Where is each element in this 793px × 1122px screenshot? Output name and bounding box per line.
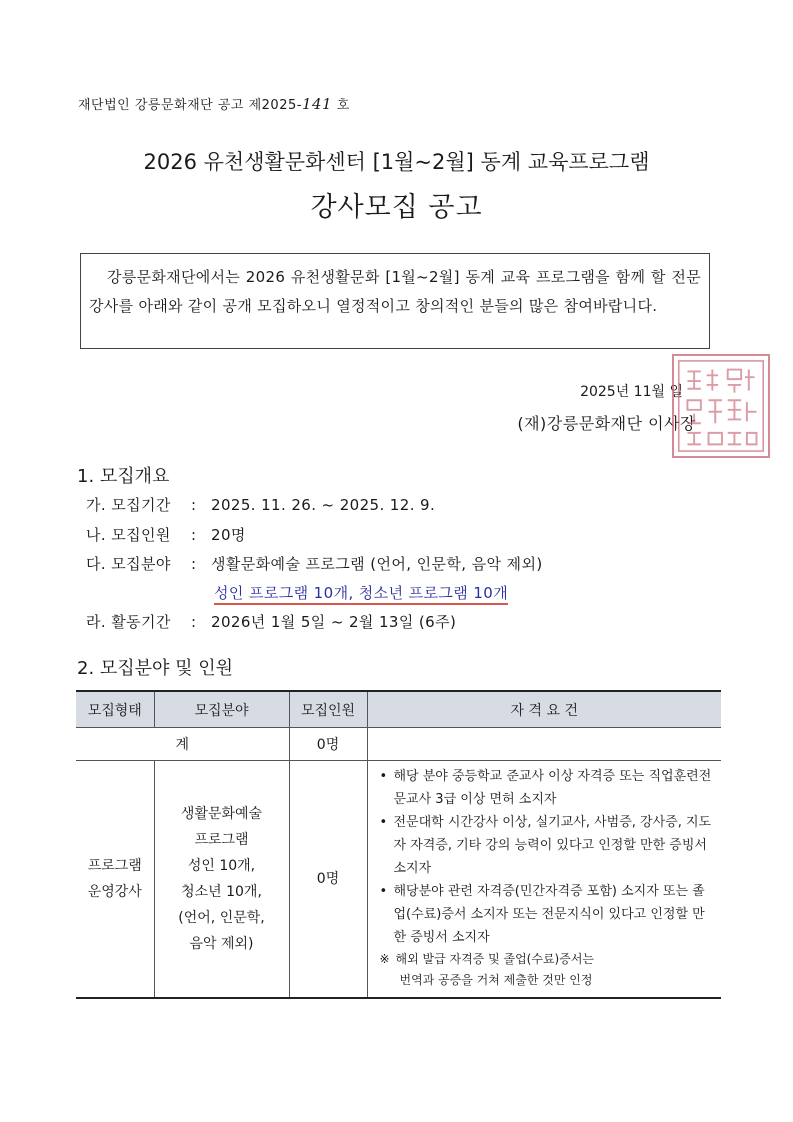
- qualification-note: [378, 949, 716, 970]
- table-row: [76, 761, 721, 999]
- overview-label: 다. 모집분야: [86, 555, 171, 573]
- row-count: 0명: [289, 761, 367, 999]
- notice-number-suffix: 호: [332, 98, 350, 113]
- overview-colon: :: [191, 613, 197, 631]
- reference-mark-icon: ※: [379, 952, 390, 966]
- overview-row-activity: [86, 611, 456, 632]
- official-seal: [672, 354, 770, 458]
- field-detail-highlight: 성인 프로그램 10개, 청소년 프로그램 10개: [214, 584, 508, 605]
- intro-text: 강릉문화재단에서는 2026 유천생활문화 [1월~2월] 동계 교육 프로그램을 함께 할 전문 강사를 아래와 같이 공개 모집하오니 열정적이고 창의적인 분들의 많은 참여바랍니다.: [89, 268, 701, 315]
- notice-number: [78, 94, 350, 113]
- intro-box: [80, 253, 710, 349]
- bullet-icon: •: [379, 815, 388, 830]
- qualifications-list: [378, 765, 716, 949]
- note-line2: 번역과 공증을 거쳐 제출한 것만 인정: [399, 973, 593, 987]
- table-header-row: [76, 691, 721, 728]
- seal-mark: [674, 356, 768, 456]
- recruitment-table: [76, 690, 721, 999]
- overview-colon: :: [191, 526, 197, 544]
- qualification-text: 해당 분야 중등학교 준교사 이상 자격증 또는 직업훈련전문교사 3급 이상 면허 소지자: [393, 769, 712, 807]
- overview-colon: :: [191, 555, 197, 573]
- overview-row-period: [86, 494, 435, 515]
- notice-number-handwritten: 141: [301, 95, 333, 113]
- document-title-line2: 강사모집 공고: [310, 192, 483, 223]
- bullet-icon: •: [379, 769, 388, 784]
- notice-number-prefix: 재단법인 강릉문화재단 공고 제2025-: [78, 98, 302, 113]
- qualification-text: 전문대학 시간강사 이상, 실기교사, 사범증, 강사증, 지도자 자격증, 기타 강의 능력이 있다고 인정할 만한 증빙서 소지자: [393, 815, 712, 876]
- overview-row-headcount: [86, 524, 246, 545]
- row-type: 프로그램 운영강사: [76, 761, 154, 999]
- row-qualifications: [367, 761, 721, 999]
- section2-heading: 2. 모집분야 및 인원: [77, 658, 234, 679]
- header-qualifications: 자 격 요 건: [367, 691, 721, 728]
- header-field: 모집분야: [154, 691, 289, 728]
- overview-label: 라. 활동기간: [86, 613, 171, 631]
- total-empty: [367, 728, 721, 761]
- row-field: 생활문화예술 프로그램 성인 10개, 청소년 10개, (언어, 인문학, 음악 제외): [154, 761, 289, 999]
- qualification-item: [378, 811, 716, 880]
- bullet-icon: •: [379, 884, 388, 899]
- note-line1: 해외 발급 자격증 및 졸업(수료)증서는: [395, 952, 595, 966]
- issuer-name: (재)강릉문화재단 이사장: [517, 414, 696, 433]
- overview-label: 나. 모집인원: [86, 526, 171, 544]
- total-label: 계: [76, 728, 289, 761]
- qualification-item: [378, 880, 716, 949]
- overview-value: 2026년 1월 5일 ~ 2월 13일 (6주): [211, 613, 457, 631]
- qualification-text: 해당분야 관련 자격증(민간자격증 포함) 소지자 또는 졸업(수료)증서 소지자 또는 전문지식이 있다고 인정할 만한 증빙서 소지자: [393, 884, 705, 945]
- total-count: 0명: [289, 728, 367, 761]
- qualification-item: [378, 765, 716, 811]
- overview-value: 20명: [211, 526, 246, 544]
- overview-label: 가. 모집기간: [86, 496, 171, 514]
- overview-colon: :: [191, 496, 197, 514]
- header-count: 모집인원: [289, 691, 367, 728]
- section1-heading: 1. 모집개요: [77, 466, 170, 487]
- overview-row-field: [86, 553, 543, 574]
- table-total-row: [76, 728, 721, 761]
- overview-value: 생활문화예술 프로그램 (언어, 인문학, 음악 제외): [211, 555, 543, 573]
- header-type: 모집형태: [76, 691, 154, 728]
- document-title-line1: 2026 유천생활문화센터 [1월~2월] 동계 교육프로그램: [143, 150, 650, 174]
- notice-date: 2025년 11월 일: [580, 384, 683, 400]
- overview-row-field-detail: [214, 582, 508, 603]
- overview-value: 2025. 11. 26. ~ 2025. 12. 9.: [211, 496, 436, 514]
